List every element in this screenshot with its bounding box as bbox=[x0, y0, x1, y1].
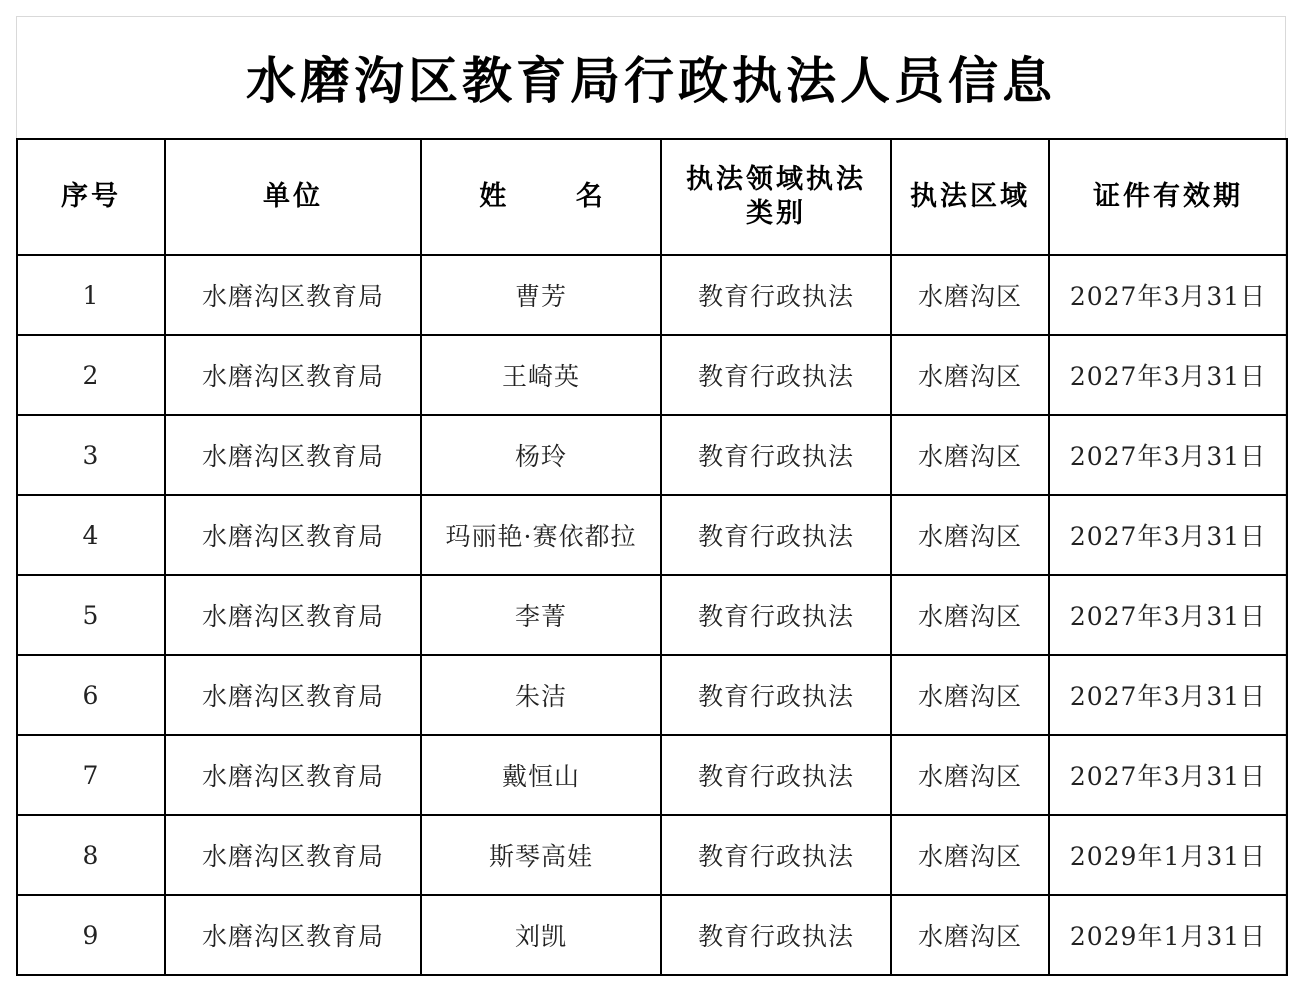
cell-unit: 水磨沟区教育局 bbox=[165, 415, 421, 495]
cell-name: 杨玲 bbox=[421, 415, 661, 495]
document-title: 水磨沟区教育局行政执法人员信息 bbox=[246, 52, 1056, 110]
header-name bbox=[421, 139, 661, 255]
cell-validity: 2027年3月31日 bbox=[1049, 735, 1287, 815]
table-row bbox=[17, 255, 1287, 335]
table-row bbox=[17, 895, 1287, 975]
cell-category: 教育行政执法 bbox=[661, 415, 891, 495]
cell-name: 玛丽艳·赛依都拉 bbox=[421, 495, 661, 575]
cell-area: 水磨沟区 bbox=[891, 415, 1049, 495]
cell-category: 教育行政执法 bbox=[661, 815, 891, 895]
cell-name: 王崎英 bbox=[421, 335, 661, 415]
cell-validity: 2029年1月31日 bbox=[1049, 895, 1287, 975]
cell-unit: 水磨沟区教育局 bbox=[165, 815, 421, 895]
cell-area: 水磨沟区 bbox=[891, 495, 1049, 575]
table-row bbox=[17, 415, 1287, 495]
cell-index: 6 bbox=[17, 655, 165, 735]
cell-name: 朱洁 bbox=[421, 655, 661, 735]
cell-index: 8 bbox=[17, 815, 165, 895]
table-row bbox=[17, 495, 1287, 575]
cell-index: 1 bbox=[17, 255, 165, 335]
cell-unit: 水磨沟区教育局 bbox=[165, 575, 421, 655]
cell-category: 教育行政执法 bbox=[661, 575, 891, 655]
cell-unit: 水磨沟区教育局 bbox=[165, 255, 421, 335]
cell-category: 教育行政执法 bbox=[661, 895, 891, 975]
cell-area: 水磨沟区 bbox=[891, 255, 1049, 335]
cell-category: 教育行政执法 bbox=[661, 335, 891, 415]
header-validity: 证件有效期 bbox=[1049, 139, 1287, 255]
cell-validity: 2027年3月31日 bbox=[1049, 335, 1287, 415]
cell-name: 戴恒山 bbox=[421, 735, 661, 815]
cell-area: 水磨沟区 bbox=[891, 335, 1049, 415]
header-category bbox=[661, 139, 891, 255]
cell-area: 水磨沟区 bbox=[891, 815, 1049, 895]
cell-unit: 水磨沟区教育局 bbox=[165, 655, 421, 735]
cell-index: 7 bbox=[17, 735, 165, 815]
cell-unit: 水磨沟区教育局 bbox=[165, 495, 421, 575]
header-index: 序号 bbox=[17, 139, 165, 255]
table-body bbox=[17, 255, 1287, 975]
table-row bbox=[17, 815, 1287, 895]
cell-name: 刘凯 bbox=[421, 895, 661, 975]
table-row bbox=[17, 335, 1287, 415]
cell-index: 5 bbox=[17, 575, 165, 655]
table-row bbox=[17, 655, 1287, 735]
cell-category: 教育行政执法 bbox=[661, 655, 891, 735]
cell-validity: 2027年3月31日 bbox=[1049, 575, 1287, 655]
header-category-label: 执法领域执法类别 bbox=[686, 164, 866, 229]
header-unit: 单位 bbox=[165, 139, 421, 255]
cell-index: 3 bbox=[17, 415, 165, 495]
cell-validity: 2027年3月31日 bbox=[1049, 415, 1287, 495]
cell-validity: 2027年3月31日 bbox=[1049, 495, 1287, 575]
cell-area: 水磨沟区 bbox=[891, 575, 1049, 655]
cell-unit: 水磨沟区教育局 bbox=[165, 895, 421, 975]
cell-validity: 2027年3月31日 bbox=[1049, 655, 1287, 735]
cell-name: 斯琴高娃 bbox=[421, 815, 661, 895]
cell-name: 曹芳 bbox=[421, 255, 661, 335]
header-name-label: 姓 名 bbox=[479, 181, 633, 212]
header-area: 执法区域 bbox=[891, 139, 1049, 255]
cell-category: 教育行政执法 bbox=[661, 735, 891, 815]
personnel-table bbox=[16, 138, 1288, 976]
cell-unit: 水磨沟区教育局 bbox=[165, 335, 421, 415]
cell-validity: 2027年3月31日 bbox=[1049, 255, 1287, 335]
cell-area: 水磨沟区 bbox=[891, 655, 1049, 735]
cell-category: 教育行政执法 bbox=[661, 255, 891, 335]
table-row bbox=[17, 575, 1287, 655]
cell-index: 9 bbox=[17, 895, 165, 975]
cell-name: 李菁 bbox=[421, 575, 661, 655]
cell-category: 教育行政执法 bbox=[661, 495, 891, 575]
table-header-row bbox=[17, 139, 1287, 255]
table-row bbox=[17, 735, 1287, 815]
cell-area: 水磨沟区 bbox=[891, 895, 1049, 975]
cell-area: 水磨沟区 bbox=[891, 735, 1049, 815]
cell-index: 2 bbox=[17, 335, 165, 415]
cell-index: 4 bbox=[17, 495, 165, 575]
cell-unit: 水磨沟区教育局 bbox=[165, 735, 421, 815]
cell-validity: 2029年1月31日 bbox=[1049, 815, 1287, 895]
